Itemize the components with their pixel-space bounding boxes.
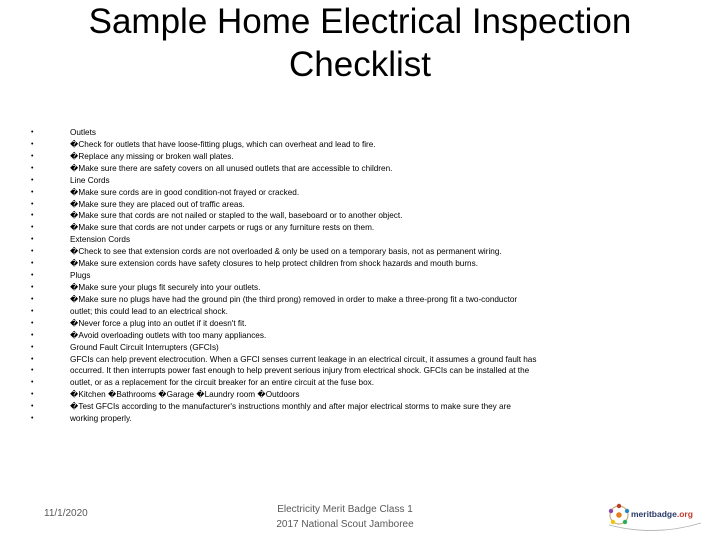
bullet-dot-icon: •	[31, 272, 34, 280]
checklist-line-text: �Check to see that extension cords are not overloaded & only be used on a temporary basis, not as permanent wiring.	[70, 247, 502, 257]
footer-date: 11/1/2020	[44, 508, 88, 519]
checklist-line-text: outlet; this could lead to an electrical shock.	[70, 306, 228, 316]
bullet-dot-icon: •	[31, 343, 34, 351]
bullet-dot-icon: •	[31, 152, 34, 160]
bullet-dot-icon: •	[31, 188, 34, 196]
logo-text-suffix: .org	[676, 509, 693, 519]
checklist-line	[31, 151, 600, 163]
checklist-line	[31, 270, 600, 282]
checklist-line-text: �Make sure they are placed out of traffic areas.	[70, 199, 245, 209]
checklist-line-text: �Make sure there are safety covers on all unused outlets that are accessible to children.	[70, 163, 393, 173]
footer-caption-line-2: 2017 National Scout Jamboree	[276, 519, 414, 530]
logo-text-main: meritbadge	[631, 509, 677, 519]
bullet-dot-icon: •	[31, 283, 34, 291]
bullet-dot-icon: •	[31, 176, 34, 184]
bullet-dot-icon: •	[31, 331, 34, 339]
checklist-line	[31, 127, 600, 139]
slide-title-line-1: Sample Home Electrical Inspection	[88, 2, 632, 41]
checklist-line-text: �Avoid overloading outlets with too many appliances.	[70, 330, 267, 340]
checklist-line	[31, 139, 600, 151]
bullet-dot-icon: •	[31, 415, 34, 423]
bullet-dot-icon: •	[31, 212, 34, 220]
bullet-dot-icon: •	[31, 307, 34, 315]
checklist-line	[31, 187, 600, 199]
checklist-line-text: �Make sure that cords are not nailed or stapled to the wall, baseboard or to another object.	[70, 211, 403, 221]
checklist-line	[31, 234, 600, 246]
bullet-dot-icon: •	[31, 200, 34, 208]
bullet-dot-icon: •	[31, 140, 34, 148]
bullet-dot-icon: •	[31, 248, 34, 256]
checklist-line-text: �Never force a plug into an outlet if it doesn't fit.	[70, 318, 247, 328]
checklist-line-text: �Make sure extension cords have safety closures to help protect children from shock hazards and mouth burns.	[70, 259, 478, 269]
checklist-line	[31, 258, 600, 270]
checklist-line-text: �Make sure your plugs fit securely into your outlets.	[70, 282, 261, 292]
bullet-dot-icon: •	[31, 164, 34, 172]
checklist-line	[31, 282, 600, 294]
checklist-line-text: occurred. It then interrupts power fast enough to help prevent serious injury from electrical shock. GFCIs can be installed at the	[70, 366, 530, 376]
checklist-line-text: �Check for outlets that have loose-fitting plugs, which can overheat and lead to fire.	[70, 139, 376, 149]
checklist-line-text: Plugs	[70, 271, 91, 281]
checklist-line	[31, 306, 600, 318]
bullet-dot-icon: •	[31, 355, 34, 363]
checklist-line-text: �Replace any missing or broken wall plates.	[70, 151, 234, 161]
footer-caption-line-1: Electricity Merit Badge Class 1	[277, 504, 413, 515]
checklist-line	[31, 163, 600, 175]
bullet-dot-icon: •	[31, 391, 34, 399]
checklist-bullet-list	[31, 127, 600, 425]
slide-title	[60, 0, 660, 86]
checklist-line	[31, 330, 600, 342]
checklist-line-text: outlet, or as a replacement for the circuit breaker for an entire circuit at the fuse box.	[70, 378, 374, 388]
checklist-line-text: �Make sure no plugs have had the ground pin (the third prong) removed in order to make a three-prong fit a two-conductor	[70, 294, 518, 304]
checklist-line-text: �Kitchen �Bathrooms �Garage �Laundry room �Outdoors	[70, 390, 300, 400]
checklist-line-text: �Test GFCIs according to the manufacturer's instructions monthly and after major electrical storms to make sure they are	[70, 402, 511, 412]
checklist-line	[31, 222, 600, 234]
checklist-line	[31, 294, 600, 306]
slide-title-line-2: Checklist	[289, 45, 431, 84]
checklist-line	[31, 413, 600, 425]
bullet-dot-icon: •	[31, 379, 34, 387]
bullet-dot-icon: •	[31, 129, 34, 136]
checklist-line-text: working properly.	[70, 414, 132, 424]
checklist-line	[31, 354, 600, 366]
meritbadge-logo	[605, 495, 705, 535]
checklist-line	[31, 365, 600, 377]
checklist-line	[31, 246, 600, 258]
checklist-line-text: Outlets	[70, 128, 96, 137]
checklist-line	[31, 318, 600, 330]
bullet-dot-icon: •	[31, 319, 34, 327]
checklist-line	[31, 342, 600, 354]
checklist-line-text: GFCIs can help prevent electrocution. When a GFCI senses current leakage in an electrical circuit, it assumes a ground fault has	[70, 354, 537, 364]
checklist-line-text: Ground Fault Circuit Interrupters (GFCIs)	[70, 342, 219, 352]
checklist-line	[31, 377, 600, 389]
checklist-line-text: �Make sure that cords are not under carpets or rugs or any furniture rests on them.	[70, 223, 375, 233]
checklist-line-text: Extension Cords	[70, 235, 131, 245]
checklist-line	[31, 389, 600, 401]
logo-text	[631, 509, 693, 519]
checklist-line-text: �Make sure cords are in good condition-not frayed or cracked.	[70, 187, 300, 197]
bullet-dot-icon: •	[31, 236, 34, 244]
bullet-dot-icon: •	[31, 295, 34, 303]
checklist-line	[31, 199, 600, 211]
footer-caption	[250, 502, 440, 532]
bullet-dot-icon: •	[31, 367, 34, 375]
checklist-line	[31, 210, 600, 222]
checklist-line	[31, 175, 600, 187]
bullet-dot-icon: •	[31, 224, 34, 232]
checklist-line-text: Line Cords	[70, 175, 110, 185]
bullet-dot-icon: •	[31, 403, 34, 411]
checklist-line	[31, 401, 600, 413]
bullet-dot-icon: •	[31, 260, 34, 268]
